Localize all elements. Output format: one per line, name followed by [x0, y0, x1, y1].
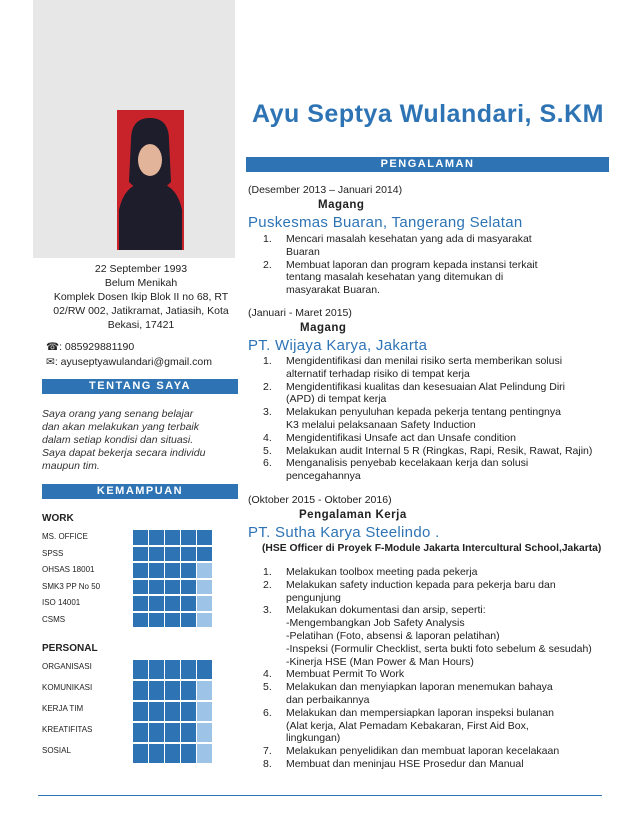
duty-number: 3.	[263, 406, 272, 419]
duty-text: Membuat dan meninjau HSE Prosedur dan Manual	[286, 757, 524, 770]
skill-level-block	[149, 547, 164, 562]
skill-label: ORGANISASI	[42, 662, 92, 671]
duty-text: (APD) di tempat kerja	[286, 393, 387, 406]
duty-item	[263, 259, 603, 297]
duty-text: -Mengembangkan Job Safety Analysis	[286, 617, 465, 630]
duty-number: 6.	[263, 457, 272, 470]
duty-text: Mengidentifikasi dan menilai risiko serta memberikan solusi	[286, 355, 563, 367]
duty-text: Menganalisis penyebab kecelakaan kerja dan solusi	[286, 457, 529, 470]
duty-item	[263, 432, 603, 445]
duty-item	[263, 758, 603, 771]
job-duties-list	[263, 566, 603, 771]
job-duties-list	[263, 233, 603, 297]
skill-level-block	[197, 530, 212, 545]
skill-level-block	[165, 660, 180, 679]
skill-label: SMK3 PP No 50	[42, 581, 101, 591]
skill-level-block	[197, 563, 212, 578]
job-date: (Januari - Maret 2015)	[248, 307, 352, 319]
skill-level-block	[149, 580, 164, 595]
duty-text: -Pelatihan (Foto, absensi & laporan pelatihan)	[286, 629, 500, 642]
address-line: Komplek Dosen Ikip Blok II no 68, RT	[53, 291, 229, 303]
duty-text: Melakukan audit Internal 5 R (Ringkas, Rapi, Resik, Rawat, Rajin)	[286, 444, 593, 457]
duty-text: Melakukan penyelidikan dan membuat laporan kecelakaan	[286, 745, 560, 758]
skill-label: SOSIAL	[42, 746, 71, 755]
candidate-name: Ayu Septya Wulandari, S.KM	[252, 100, 604, 128]
duty-number: 3.	[263, 604, 272, 617]
personal-skills-heading: PERSONAL	[42, 643, 98, 654]
birth-date: 22 September 1993	[94, 263, 188, 275]
duty-item	[263, 579, 603, 605]
skill-level-block	[133, 596, 148, 611]
skill-level-block	[181, 563, 196, 578]
duty-text: pengunjung	[286, 591, 341, 604]
skill-level-block	[133, 580, 148, 595]
job-company: PT. Sutha Karya Steelindo .	[248, 524, 440, 541]
skill-label: SPSS	[42, 548, 64, 558]
skill-level-block	[133, 547, 148, 562]
duty-item	[263, 355, 603, 381]
skill-level-block	[197, 681, 212, 700]
about-section-header: TENTANG SAYA	[42, 379, 238, 394]
skill-label: OHSAS 18001	[42, 565, 95, 574]
duty-number: 5.	[263, 444, 272, 457]
skill-level-block	[165, 596, 180, 611]
skill-level-block	[165, 723, 180, 742]
duty-item	[263, 668, 603, 681]
skill-level-block	[181, 613, 196, 628]
bottom-divider	[38, 795, 602, 796]
about-text	[42, 408, 238, 473]
duty-item	[263, 566, 603, 579]
duty-item	[263, 381, 603, 407]
skill-level-block	[181, 723, 196, 742]
profile-photo	[117, 110, 184, 250]
skill-level-block	[133, 723, 148, 742]
skill-level-block	[197, 723, 212, 742]
skill-label: CSMS	[42, 614, 66, 624]
duty-number: 1.	[263, 566, 272, 578]
duty-text: Mencari masalah kesehatan yang ada di masyarakat	[286, 233, 532, 245]
about-line: dan akan melakukan yang terbaik	[42, 421, 200, 433]
duty-item	[263, 707, 603, 745]
duty-text: Membuat laporan dan program kepada instansi terkait	[286, 258, 538, 271]
duty-text: tentang masalah kesehatan yang ditemukan di	[286, 271, 504, 284]
duty-text: Melakukan toolbox meeting pada pekerja	[286, 566, 478, 578]
duty-text: Mengidentifikasi Unsafe act dan Unsafe condition	[286, 431, 516, 444]
duty-text: lingkungan)	[286, 732, 341, 745]
duty-number: 2.	[263, 258, 272, 271]
skill-level-block	[165, 681, 180, 700]
duty-number: 5.	[263, 681, 272, 694]
skill-level-block	[149, 530, 164, 545]
skill-level-block	[165, 613, 180, 628]
skill-label: KOMUNIKASI	[42, 683, 93, 692]
skill-level-block	[165, 580, 180, 595]
job-role: Pengalaman Kerja	[299, 509, 407, 521]
skill-level-block	[133, 702, 148, 721]
duty-item	[263, 406, 603, 432]
skill-level-block	[181, 744, 196, 763]
job-company: PT. Wijaya Karya, Jakarta	[248, 337, 428, 354]
skill-level-block	[149, 613, 164, 628]
skill-level-block	[197, 547, 212, 562]
duty-text: Melakukan dokumentasi dan arsip, seperti:	[286, 604, 486, 617]
skills-section-header: KEMAMPUAN	[42, 484, 238, 499]
phone-number: : 085929881190	[59, 341, 135, 353]
duty-text: -Kinerja HSE (Man Power & Man Hours)	[286, 655, 474, 668]
skill-level-block	[149, 723, 164, 742]
skill-level-block	[197, 744, 212, 763]
duty-number: 1.	[263, 233, 272, 245]
experience-section-header: PENGALAMAN	[246, 157, 609, 172]
skill-level-block	[165, 744, 180, 763]
skill-level-block	[197, 596, 212, 611]
job-role: Magang	[318, 199, 365, 211]
duty-text: dan perbaikannya	[286, 693, 370, 706]
skill-level-block	[133, 530, 148, 545]
duty-text: Melakukan dan mempersiapkan laporan inspeksi bulanan	[286, 706, 554, 719]
about-line: Saya dapat bekerja secara individu	[42, 447, 206, 459]
address-line: 02/RW 002, Jatikramat, Jatiasih, Kota	[53, 305, 229, 317]
skill-level-block	[165, 563, 180, 578]
skill-label: MS. OFFICE	[42, 532, 88, 541]
skill-level-block	[133, 681, 148, 700]
duty-text: K3 melalui pelaksanaan Safety Induction	[286, 418, 476, 431]
duty-text: alternatif terhadap risiko di tempat kerja	[286, 367, 470, 380]
duty-number: 2.	[263, 578, 272, 591]
duty-item	[263, 445, 603, 458]
skill-level-block	[133, 660, 148, 679]
about-line: maupun tim.	[42, 460, 100, 472]
email-row[interactable]	[46, 355, 212, 369]
duty-text: Mengidentifikasi kualitas dan kesesuaian Alat Pelindung Diri	[286, 380, 565, 393]
skill-level-block	[149, 596, 164, 611]
job-company: Puskesmas Buaran, Tangerang Selatan	[248, 214, 523, 231]
skill-level-block	[133, 563, 148, 578]
duty-number: 8.	[263, 757, 272, 770]
about-line: Saya orang yang senang belajar	[42, 408, 194, 420]
address-line: Bekasi, 17421	[107, 319, 175, 331]
skill-level-block	[181, 660, 196, 679]
duty-item	[263, 604, 603, 668]
skill-label: ISO 14001	[42, 598, 81, 607]
job-subtitle: (HSE Officer di Proyek F-Module Jakarta Intercultural School,Jakarta)	[262, 543, 602, 554]
skill-label: KERJA TIM	[42, 704, 84, 713]
duty-text: (Alat kerja, Alat Pemadam Kebakaran, First Aid Box,	[286, 719, 529, 732]
duty-text: Melakukan safety induction kepada para pekerja baru dan	[286, 578, 556, 591]
skill-level-block	[197, 580, 212, 595]
duty-number: 7.	[263, 745, 272, 758]
duty-item	[263, 457, 603, 483]
skill-level-block	[181, 702, 196, 721]
email-address[interactable]: : ayuseptyawulandari@gmail.com	[54, 356, 212, 368]
skill-level-block	[181, 530, 196, 545]
duty-item	[263, 233, 603, 259]
duty-item	[263, 745, 603, 758]
duty-text: Melakukan penyuluhan kepada pekerja tentang pentingnya	[286, 406, 561, 419]
duty-text: Buaran	[286, 245, 320, 258]
phone-icon: ☎	[46, 341, 60, 353]
duty-text: Membuat Permit To Work	[286, 668, 405, 681]
contact-info	[46, 340, 212, 369]
marital-status: Belum Menikah	[104, 277, 178, 289]
skill-level-block	[197, 660, 212, 679]
skill-level-block	[181, 547, 196, 562]
skill-level-block	[181, 681, 196, 700]
skill-level-block	[149, 744, 164, 763]
skill-level-block	[197, 702, 212, 721]
skill-level-block	[149, 681, 164, 700]
email-icon: ✉	[46, 356, 55, 368]
personal-info	[46, 262, 236, 332]
duty-number: 1.	[263, 355, 272, 367]
about-line: dalam setiap kondisi dan situasi.	[42, 434, 194, 446]
duty-text: Melakukan dan menyiapkan laporan menemukan bahaya	[286, 681, 553, 694]
skill-level-block	[149, 660, 164, 679]
duty-text: -Inspeksi (Formulir Checklist, serta bukti foto sebelum & sesudah)	[286, 642, 592, 655]
duty-number: 4.	[263, 431, 272, 444]
skill-level-block	[181, 596, 196, 611]
work-skills-heading: WORK	[42, 513, 74, 524]
skill-level-block	[197, 613, 212, 628]
duty-number: 4.	[263, 668, 272, 681]
skill-level-block	[165, 702, 180, 721]
duty-text: masyarakat Buaran.	[286, 284, 380, 297]
skill-level-block	[133, 613, 148, 628]
job-role: Magang	[300, 322, 347, 334]
job-date: (Desember 2013 – Januari 2014)	[248, 184, 403, 196]
duty-item	[263, 681, 603, 707]
phone-row	[46, 340, 212, 354]
skill-level-block	[149, 702, 164, 721]
skill-label: KREATIFITAS	[42, 725, 93, 734]
skill-level-block	[181, 580, 196, 595]
skill-level-block	[133, 744, 148, 763]
duty-number: 2.	[263, 380, 272, 393]
job-date: (Oktober 2015 - Oktober 2016)	[248, 494, 392, 506]
duty-text: pencegahannya	[286, 470, 361, 483]
skill-level-block	[165, 530, 180, 545]
skill-level-block	[165, 547, 180, 562]
duty-number: 6.	[263, 706, 272, 719]
skill-level-block	[149, 563, 164, 578]
job-duties-list	[263, 355, 603, 483]
